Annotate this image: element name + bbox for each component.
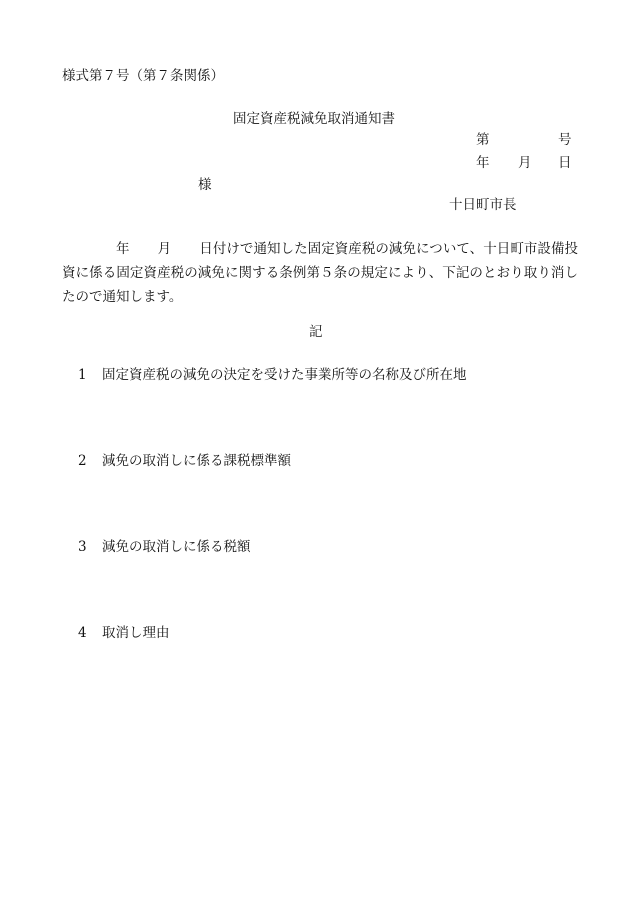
- item-number-1: 1: [78, 367, 87, 383]
- body-month: 月: [157, 241, 172, 257]
- body-text: 日付けで通知した固定資産税の減免について、十日町市設備投資に係る固定資産税の減免に関する条例第５条の規定により、下記のとおり取り消したので通知します。: [62, 241, 579, 305]
- item-number-3: 3: [78, 539, 87, 555]
- date-day: 日: [558, 155, 572, 171]
- item-number-2: 2: [78, 453, 87, 469]
- item-text-4: 取消し理由: [102, 625, 170, 641]
- date-month: 月: [518, 155, 532, 171]
- addressee-honorific: 様: [198, 177, 212, 193]
- sender-name: 十日町市長: [449, 197, 517, 213]
- date-year: 年: [476, 155, 490, 171]
- item-text-3: 減免の取消しに係る税額: [102, 539, 251, 555]
- document-title: 固定資産税減免取消通知書: [233, 111, 395, 127]
- ki-heading: 記: [309, 324, 323, 340]
- body-paragraph: [62, 237, 578, 309]
- body-year: 年: [116, 241, 130, 257]
- item-number-4: 4: [78, 625, 87, 641]
- number-suffix: 号: [558, 132, 572, 148]
- number-prefix: 第: [476, 132, 490, 148]
- item-text-2: 減免の取消しに係る課税標準額: [102, 453, 291, 469]
- item-text-1: 固定資産税の減免の決定を受けた事業所等の名称及び所在地: [102, 367, 467, 383]
- form-label: 様式第７号（第７条関係）: [62, 68, 224, 84]
